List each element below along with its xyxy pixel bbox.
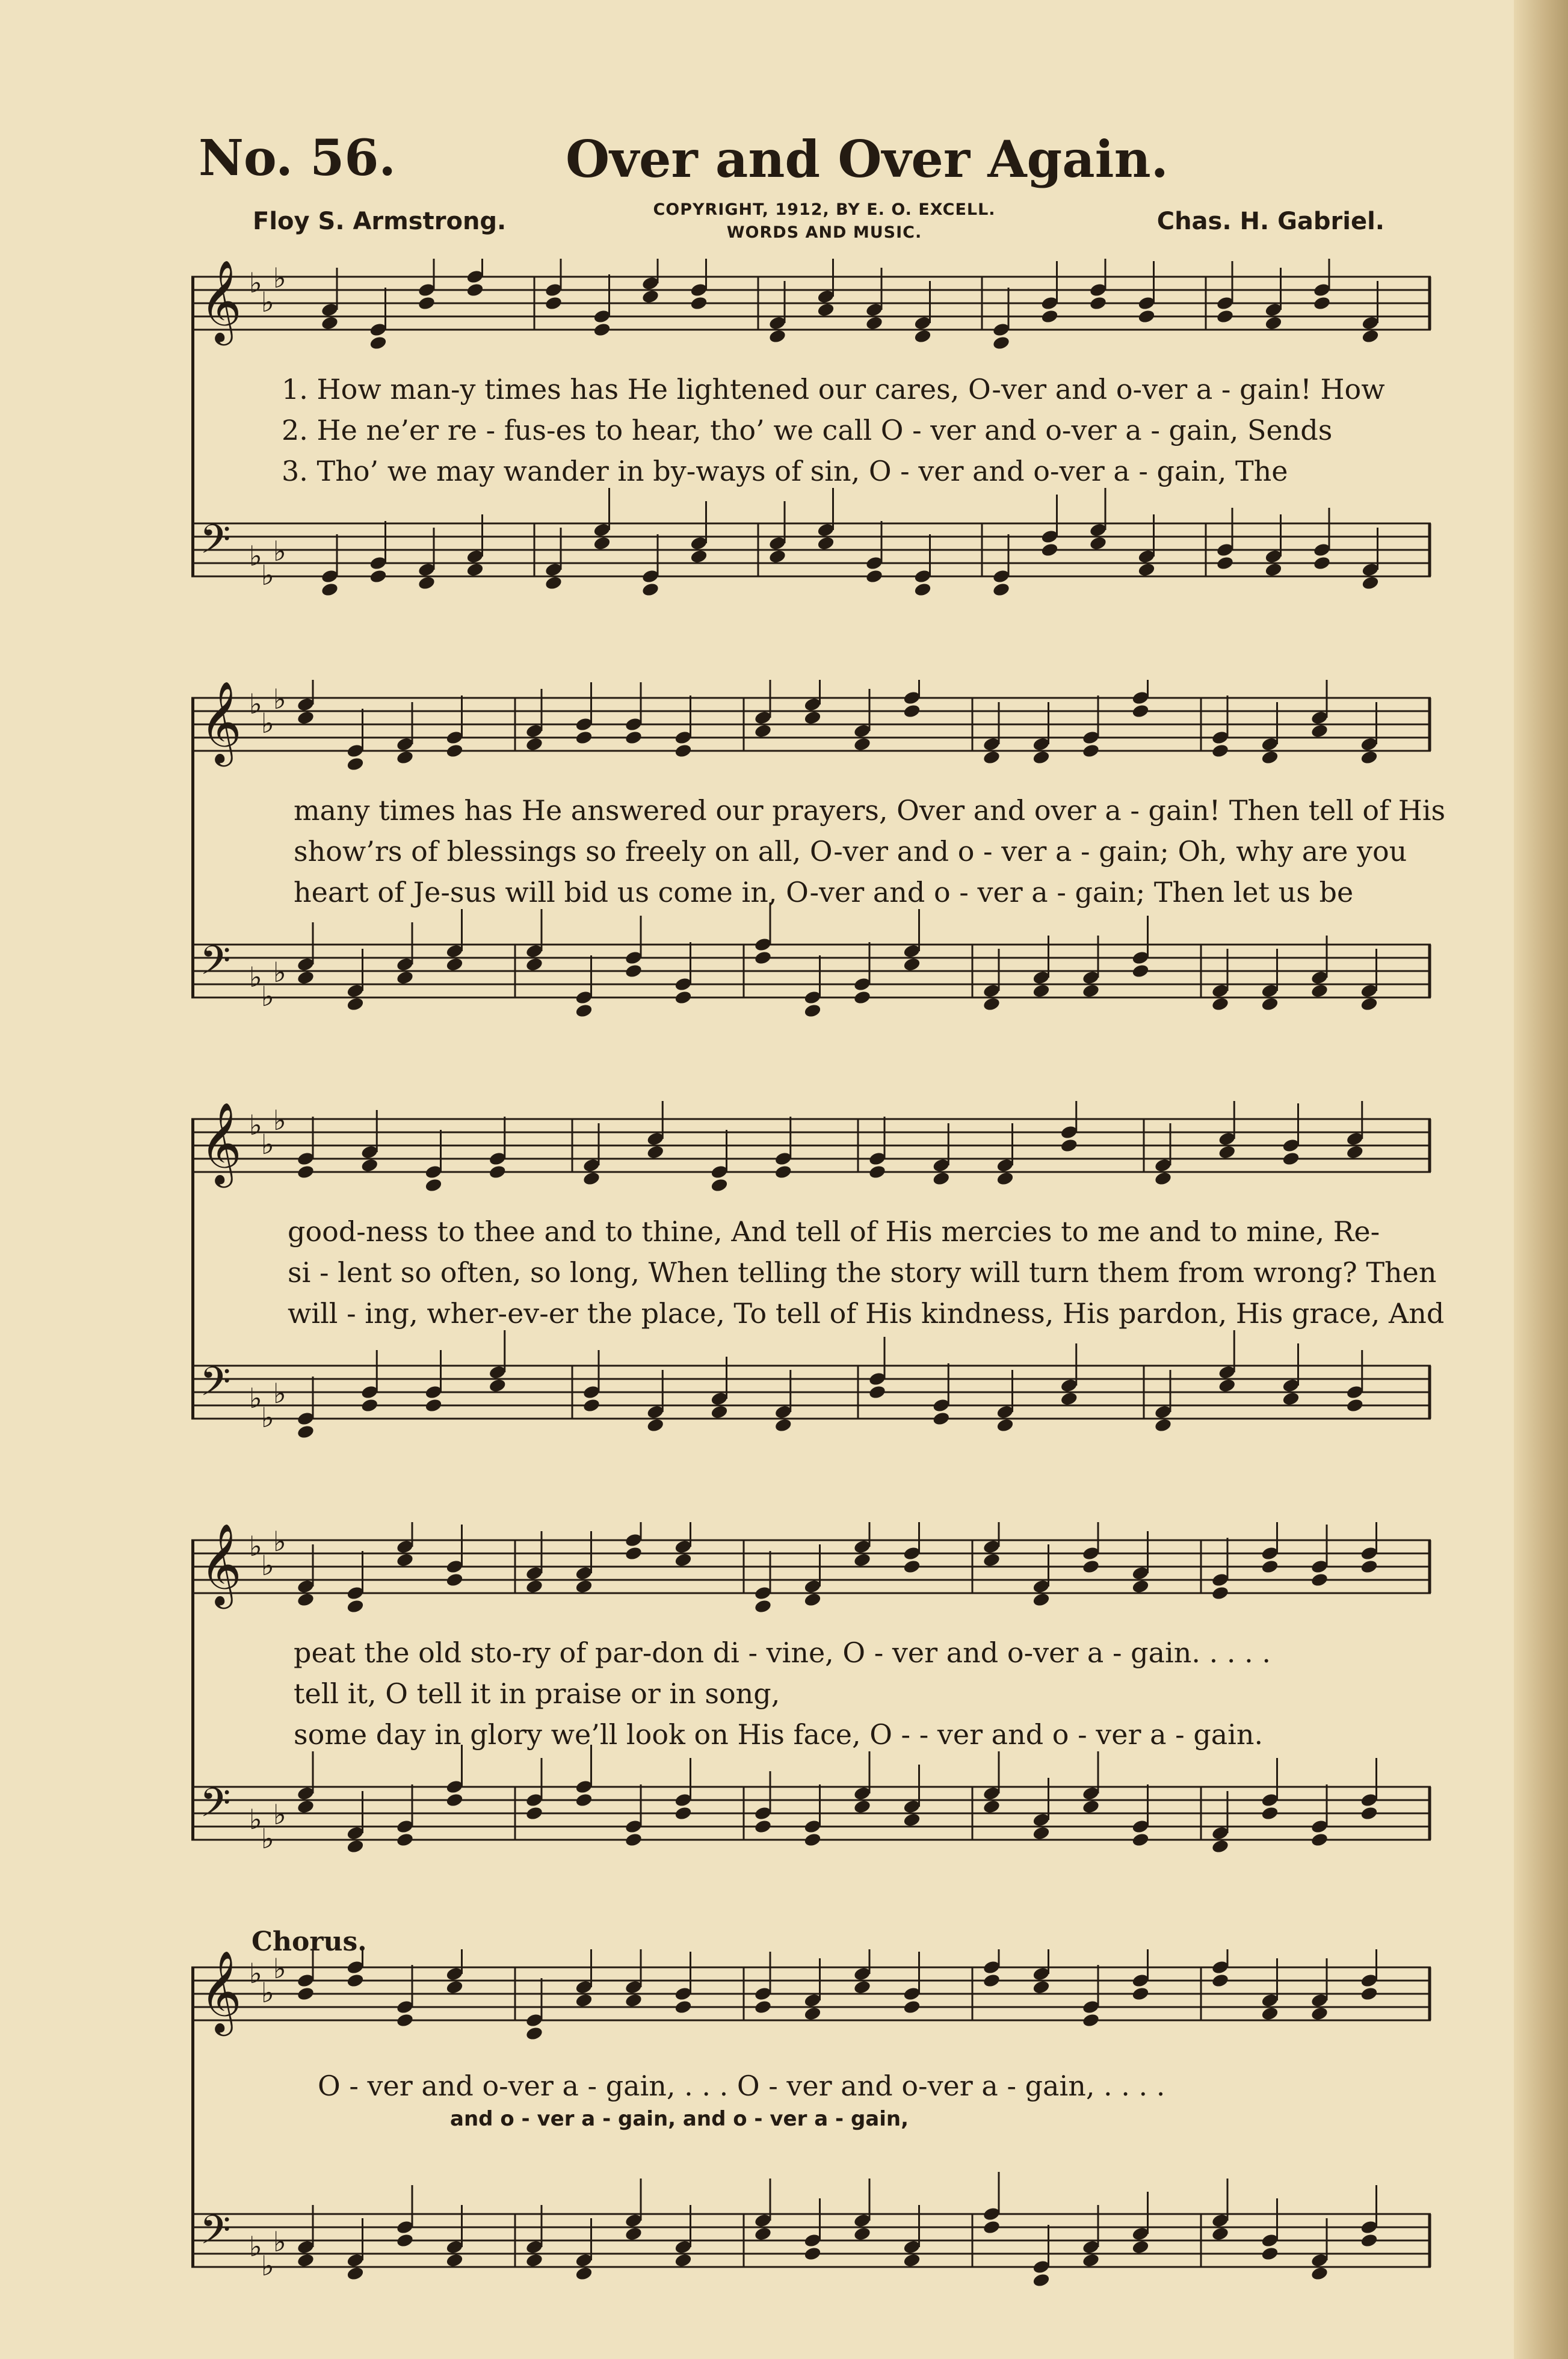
note-head: [424, 1398, 443, 1413]
note-head: [903, 1812, 921, 1828]
note-head: [1211, 1585, 1230, 1601]
treble-staff: [191, 1949, 1431, 2041]
note-head: [853, 1552, 872, 1568]
note-head: [710, 1404, 729, 1420]
note-head: [853, 1799, 872, 1815]
note-head: [1310, 2266, 1329, 2281]
note-head: [1032, 1825, 1051, 1841]
note-head: [346, 1839, 365, 1854]
flat-icon: ♭: [273, 262, 286, 294]
note-head: [297, 2253, 315, 2268]
echo-lyric-line: and o - ver a - gain, and o - ver a - gain,: [450, 2107, 909, 2131]
note-head: [983, 996, 1001, 1012]
note-head: [1211, 2226, 1230, 2242]
flat-icon: ♭: [261, 559, 274, 591]
note-head: [903, 2253, 921, 2268]
flat-icon: ♭: [261, 980, 274, 1013]
lyric-line: good-ness to thee and to thine, And tell of His mercies to me and to mine, Re-: [288, 1215, 1380, 1248]
note-head: [1216, 555, 1235, 571]
note-head: [768, 549, 787, 564]
note-head: [690, 295, 708, 311]
flat-icon: ♭: [273, 1798, 286, 1831]
note-head: [1345, 1144, 1364, 1160]
treble-staff: [191, 1522, 1431, 1614]
note-head: [396, 1552, 415, 1568]
note-head: [983, 750, 1001, 765]
note-head: [992, 335, 1011, 351]
note-head: [1313, 555, 1332, 571]
note-head: [1360, 2233, 1378, 2248]
note-head: [575, 1792, 593, 1808]
note-head: [1082, 983, 1100, 999]
lyric-line: heart of Je-sus will bid us come in, O-ver and o - ver a - gain; Then let us be: [294, 876, 1354, 908]
bass-clef-icon: 𝄢: [200, 1780, 231, 1836]
note-head: [803, 1832, 822, 1848]
note-head: [1032, 1979, 1051, 1995]
staff-notation: [191, 1949, 1437, 2322]
note-head: [418, 575, 436, 591]
flat-icon: ♭: [249, 267, 262, 299]
treble-clef-icon: 𝄞: [200, 259, 242, 342]
note-head: [1264, 315, 1283, 331]
note-head: [803, 1003, 822, 1019]
page-edge: [1514, 0, 1568, 2359]
note-head: [803, 1592, 822, 1608]
lyric-line: will - ing, wher-ev-er the place, To tell of His kindness, His pardon, His grace, And: [288, 1297, 1445, 1330]
note-head: [396, 750, 415, 765]
note-head: [625, 1832, 643, 1848]
note-head: [346, 1599, 365, 1614]
lyric-line: O - ver and o-ver a - gain, . . . O - ver and o-ver a - gain, . . . .: [318, 2070, 1165, 2102]
flat-icon: ♭: [261, 1976, 274, 2009]
note-head: [297, 710, 315, 726]
bass-clef-icon: 𝄢: [200, 516, 231, 572]
flat-icon: ♭: [273, 1104, 286, 1136]
note-head: [297, 1986, 315, 2002]
note-head: [625, 1993, 643, 2008]
note-head: [582, 1398, 601, 1413]
note-head: [321, 582, 339, 597]
note-head: [1218, 1144, 1236, 1160]
flat-icon: ♭: [249, 961, 262, 993]
note-head: [297, 1424, 315, 1440]
note-head: [674, 1552, 693, 1568]
copyright-line: WORDS AND MUSIC.: [726, 223, 922, 242]
hymn-title: Over and Over Again.: [566, 129, 1168, 189]
note-head: [1131, 2239, 1150, 2255]
bass-clef-icon: 𝄢: [200, 1358, 231, 1414]
note-head: [674, 990, 693, 1005]
note-head: [646, 1144, 665, 1160]
note-head: [1261, 2246, 1279, 2262]
note-head: [774, 1417, 792, 1433]
note-head: [525, 1805, 544, 1821]
note-head: [297, 1799, 315, 1815]
note-head: [625, 2226, 643, 2242]
note-head: [1032, 2272, 1051, 2288]
note-head: [754, 1599, 773, 1614]
note-head: [1131, 963, 1150, 979]
note-head: [1310, 1572, 1329, 1588]
note-head: [803, 2006, 822, 2021]
note-head: [674, 1999, 693, 2015]
treble-clef-icon: 𝄞: [200, 1522, 242, 1605]
note-head: [346, 756, 365, 772]
note-head: [1032, 1592, 1051, 1608]
flat-icon: ♭: [261, 1128, 274, 1161]
note-head: [1032, 750, 1051, 765]
lyric-line: peat the old sto-ry of par-don di - vine, O - ver and o-ver a - gain. . . . .: [294, 1636, 1271, 1669]
flat-icon: ♭: [261, 286, 274, 318]
note-head: [996, 1171, 1014, 1186]
music-system: [191, 680, 1446, 1053]
note-head: [396, 1832, 415, 1848]
note-head: [1131, 703, 1150, 719]
lyric-line: some day in glory we’ll look on His face, O - - ver and o - ver a - gain.: [294, 1718, 1264, 1751]
note-head: [1131, 1832, 1150, 1848]
note-head: [1082, 2012, 1100, 2028]
flat-icon: ♭: [249, 1109, 262, 1141]
bass-staff: [191, 1330, 1431, 1440]
note-head: [466, 282, 484, 298]
flat-icon: ♭: [273, 2225, 286, 2258]
note-head: [1032, 983, 1051, 999]
note-head: [903, 957, 921, 972]
note-head: [360, 1158, 379, 1173]
flat-icon: ♭: [261, 1401, 274, 1434]
flat-icon: ♭: [261, 2250, 274, 2282]
note-head: [445, 1572, 464, 1588]
note-head: [1264, 562, 1283, 578]
note-head: [1082, 1799, 1100, 1815]
note-head: [1218, 1378, 1236, 1393]
note-head: [853, 736, 872, 752]
flat-icon: ♭: [249, 1530, 262, 1562]
note-head: [418, 295, 436, 311]
note-head: [1082, 743, 1100, 759]
note-head: [913, 328, 932, 344]
note-head: [868, 1164, 887, 1180]
note-head: [445, 2253, 464, 2268]
note-head: [575, 2266, 593, 2281]
lyric-line: tell it, O tell it in praise or in song,: [294, 1677, 780, 1710]
note-head: [754, 2226, 773, 2242]
note-head: [1154, 1171, 1173, 1186]
note-head: [1261, 2006, 1279, 2021]
note-head: [853, 1979, 872, 1995]
note-head: [545, 295, 563, 311]
note-head: [1261, 1559, 1279, 1574]
note-head: [865, 315, 884, 331]
note-head: [297, 1164, 315, 1180]
note-head: [1131, 1579, 1150, 1594]
note-head: [396, 2012, 415, 2028]
note-head: [575, 1579, 593, 1594]
note-head: [321, 315, 339, 331]
flat-icon: ♭: [261, 1549, 274, 1582]
flat-icon: ♭: [273, 683, 286, 715]
note-head: [297, 970, 315, 985]
note-head: [1360, 750, 1378, 765]
note-head: [641, 582, 660, 597]
bass-staff: [191, 1745, 1431, 1855]
bass-staff: [191, 2172, 1431, 2288]
note-head: [625, 1546, 643, 1561]
note-head: [641, 289, 660, 304]
note-head: [1216, 309, 1235, 324]
note-head: [1310, 2006, 1329, 2021]
note-head: [996, 1417, 1014, 1433]
treble-staff: [191, 1101, 1431, 1193]
note-head: [1211, 743, 1230, 759]
note-head: [1360, 1805, 1378, 1821]
note-head: [369, 335, 387, 351]
note-head: [593, 322, 611, 338]
note-head: [625, 963, 643, 979]
note-head: [625, 730, 643, 745]
note-head: [582, 1171, 601, 1186]
note-head: [754, 1999, 773, 2015]
note-head: [803, 710, 822, 726]
note-head: [1261, 1805, 1279, 1821]
music-system: [191, 259, 1437, 632]
note-head: [396, 970, 415, 985]
note-head: [1211, 1973, 1230, 1988]
note-head: [1082, 2253, 1100, 2268]
note-head: [1345, 1398, 1364, 1413]
note-head: [1310, 1832, 1329, 1848]
note-head: [983, 1973, 1001, 1988]
flat-icon: ♭: [249, 1957, 262, 1990]
note-head: [396, 2233, 415, 2248]
note-head: [1060, 1138, 1078, 1153]
note-head: [1360, 1986, 1378, 2002]
flat-icon: ♭: [249, 688, 262, 720]
note-head: [913, 582, 932, 597]
note-head: [932, 1171, 951, 1186]
note-head: [575, 730, 593, 745]
note-head: [525, 2026, 544, 2041]
note-head: [445, 1792, 464, 1808]
note-head: [1060, 1391, 1078, 1407]
note-head: [545, 575, 563, 591]
note-head: [768, 328, 787, 344]
bass-clef-icon: 𝄢: [200, 2207, 231, 2263]
note-head: [710, 1177, 729, 1193]
note-head: [1089, 295, 1108, 311]
note-head: [1261, 750, 1279, 765]
note-head: [674, 2253, 693, 2268]
note-head: [932, 1411, 951, 1426]
note-head: [754, 1819, 773, 1834]
flat-icon: ♭: [249, 1382, 262, 1414]
note-head: [1282, 1151, 1300, 1167]
note-head: [346, 996, 365, 1012]
lyric-line: 2. He ne’er re - fus-es to hear, tho’ we call O - ver and o-ver a - gain, Sends: [282, 414, 1333, 446]
note-head: [1089, 535, 1108, 551]
note-head: [1131, 1986, 1150, 2002]
note-head: [853, 990, 872, 1005]
note-head: [346, 1973, 365, 1988]
note-head: [903, 1999, 921, 2015]
copyright-line: COPYRIGHT, 1912, BY E. O. EXCELL.: [653, 200, 996, 219]
note-head: [816, 535, 835, 551]
note-head: [754, 950, 773, 966]
note-head: [774, 1164, 792, 1180]
lyric-line: 3. Tho’ we may wander in by-ways of sin, O - ver and o-ver a - gain, The: [282, 455, 1288, 487]
lyric-line: 1. How man-y times has He lightened our cares, O-ver and o-ver a - gain! How: [282, 373, 1385, 406]
note-head: [525, 736, 544, 752]
lyric-line: show’rs of blessings so freely on all, O-ver and o - ver a - gain; Oh, why are you: [294, 835, 1407, 868]
note-head: [1137, 309, 1156, 324]
note-head: [1310, 983, 1329, 999]
note-head: [903, 703, 921, 719]
flat-icon: ♭: [273, 535, 286, 567]
flat-icon: ♭: [273, 1377, 286, 1410]
flat-icon: ♭: [273, 1952, 286, 1985]
note-head: [424, 1177, 443, 1193]
bass-staff: [191, 902, 1431, 1019]
note-head: [488, 1378, 507, 1393]
note-head: [690, 549, 708, 564]
note-head: [445, 957, 464, 972]
note-head: [674, 1805, 693, 1821]
note-head: [445, 1979, 464, 1995]
author-credit: Floy S. Armstrong.: [253, 208, 507, 235]
note-head: [1082, 1559, 1100, 1574]
note-head: [646, 1417, 665, 1433]
note-head: [525, 957, 544, 972]
chorus-system: [191, 1926, 1437, 2322]
note-head: [674, 743, 693, 759]
note-head: [754, 723, 773, 739]
lyric-line: si - lent so often, so long, When telling the story will turn them from wrong? Then: [288, 1256, 1437, 1289]
note-head: [593, 535, 611, 551]
hymn-number: No. 56.: [199, 129, 396, 187]
note-head: [983, 1552, 1001, 1568]
bass-staff: [191, 488, 1431, 597]
note-head: [1361, 328, 1380, 344]
note-head: [1154, 1417, 1173, 1433]
music-system: [191, 1101, 1445, 1474]
hymn-header: [0, 0, 1568, 253]
note-head: [1040, 309, 1059, 324]
note-head: [360, 1398, 379, 1413]
lyric-line: many times has He answered our prayers, Over and over a - gain! Then tell of His: [294, 794, 1446, 827]
copyright-notice: [632, 199, 1017, 244]
note-head: [816, 302, 835, 318]
note-head: [1313, 295, 1332, 311]
note-head: [1261, 996, 1279, 1012]
bass-clef-icon: 𝄢: [200, 937, 231, 993]
note-head: [1360, 996, 1378, 1012]
note-head: [853, 2226, 872, 2242]
note-head: [445, 743, 464, 759]
note-head: [1282, 1391, 1300, 1407]
note-head: [903, 1559, 921, 1574]
note-head: [803, 2246, 822, 2262]
flat-icon: ♭: [261, 707, 274, 739]
note-head: [983, 1799, 1001, 1815]
composer-credit: Chas. H. Gabriel.: [1156, 208, 1384, 235]
note-head: [369, 569, 387, 584]
note-head: [1137, 562, 1156, 578]
note-head: [1360, 1559, 1378, 1574]
note-head: [466, 562, 484, 578]
flat-icon: ♭: [261, 1822, 274, 1855]
note-head: [488, 1164, 507, 1180]
treble-clef-icon: 𝄞: [200, 1101, 242, 1184]
note-head: [1361, 575, 1380, 591]
note-head: [525, 1579, 544, 1594]
note-head: [1310, 723, 1329, 739]
note-head: [983, 2219, 1001, 2235]
note-head: [992, 582, 1011, 597]
flat-icon: ♭: [249, 2230, 262, 2263]
note-head: [868, 1384, 887, 1400]
flat-icon: ♭: [273, 956, 286, 988]
note-head: [297, 1592, 315, 1608]
note-head: [575, 1003, 593, 1019]
note-head: [1211, 996, 1230, 1012]
note-head: [1211, 1839, 1230, 1854]
treble-staff: [191, 259, 1431, 351]
flat-icon: ♭: [273, 1525, 286, 1558]
flat-icon: ♭: [249, 1803, 262, 1836]
treble-clef-icon: 𝄞: [200, 1949, 242, 2032]
note-head: [575, 1993, 593, 2008]
note-head: [1040, 542, 1059, 558]
flat-icon: ♭: [249, 540, 262, 572]
treble-staff: [191, 680, 1431, 772]
note-head: [525, 2253, 544, 2268]
chorus-label: Chorus.: [252, 1926, 367, 1957]
note-head: [865, 569, 884, 584]
note-head: [346, 2266, 365, 2281]
music-system: [191, 1522, 1437, 1895]
treble-clef-icon: 𝄞: [200, 680, 242, 763]
